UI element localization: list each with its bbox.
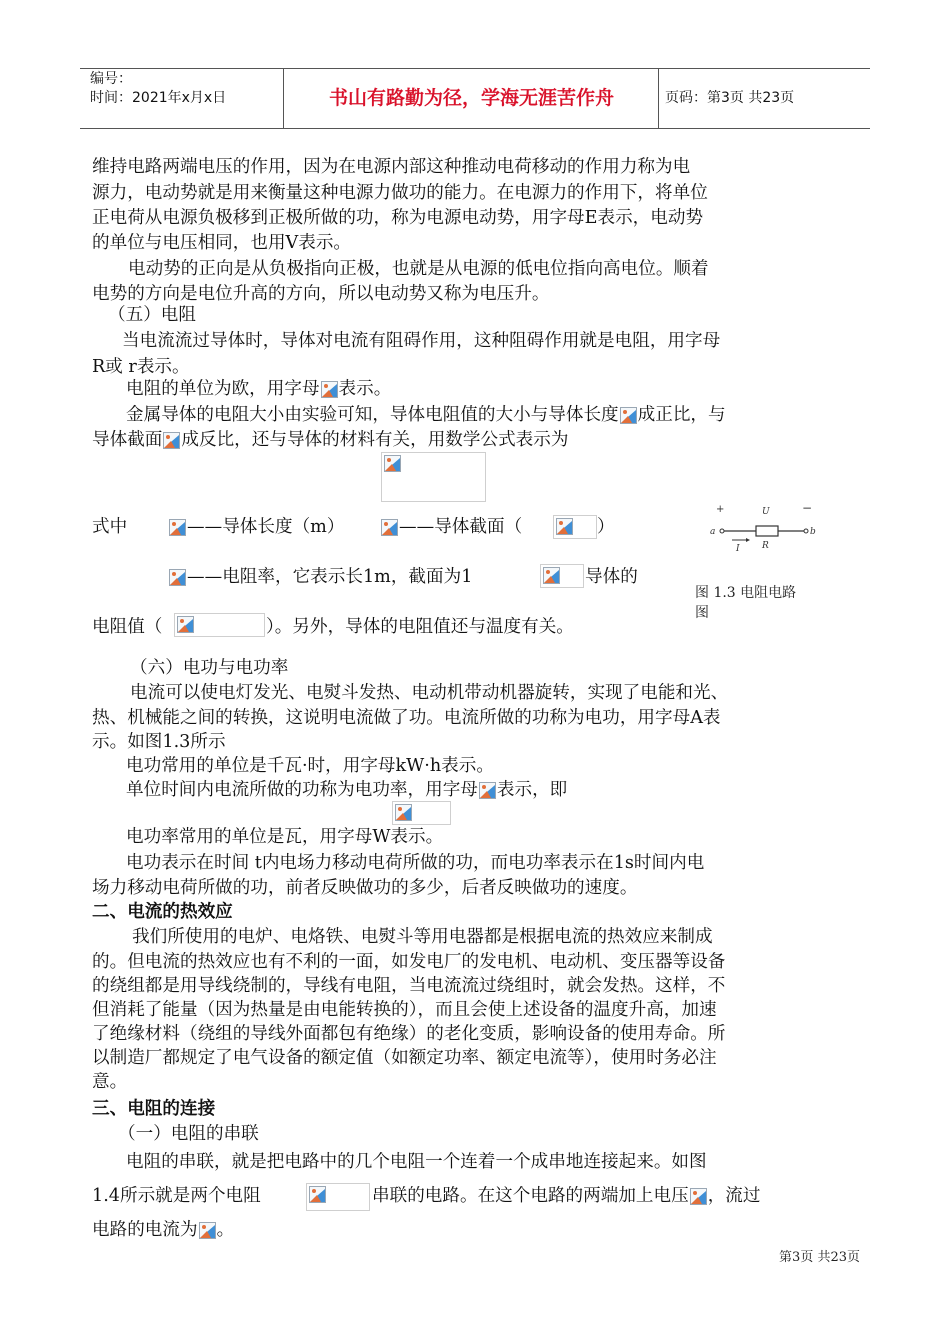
formula-image-icon <box>395 804 412 821</box>
text-line <box>380 515 522 539</box>
text-line: 以制造厂都规定了电气设备的额定值（如额定功率、额定电流等），使用时务必注 <box>92 1048 717 1068</box>
page-header <box>80 68 870 130</box>
resistor-symbol <box>756 526 778 536</box>
text-line: 示。如图1.3所示 <box>92 732 226 752</box>
text-fragment: ——导体长度（m） <box>187 517 345 537</box>
caption-line: 图 1.3 电阻电路 <box>695 585 797 601</box>
text-fragment: 单位时间内电流所做的功称为电功率，用字母 <box>126 780 478 800</box>
plus-sign: + <box>716 504 725 515</box>
text-line <box>92 1218 234 1242</box>
formula-image-icon <box>384 455 401 472</box>
section-title: 三、电阻的连接 <box>92 1099 216 1119</box>
text-fragment: 电阻值（ <box>92 617 163 637</box>
terminal-a <box>720 529 724 533</box>
text-fragment: 电路的电流为 <box>92 1220 198 1240</box>
formula-image-icon <box>309 1186 326 1203</box>
text-line: 源力，电动势就是用来衡量这种电源力做功的能力。在电源力的作用下，将单位 <box>92 183 708 203</box>
text-line <box>372 1184 761 1208</box>
formula-placeholder <box>553 515 597 539</box>
text-fragment: 表示，即 <box>496 780 568 800</box>
header-divider-left <box>283 68 284 128</box>
caption-line: 图 <box>695 605 709 621</box>
formula-image-icon <box>177 616 194 633</box>
formula-image-icon <box>543 567 560 584</box>
formula-image-icon <box>690 1188 707 1205</box>
text-fragment: ）。另外，导体的电阻值还与温度有关。 <box>266 617 574 637</box>
formula-image-icon <box>556 518 573 535</box>
figure-caption <box>695 583 796 623</box>
formula-image-icon <box>321 381 338 398</box>
text-fragment: 导体的 <box>585 567 638 587</box>
text-fragment: ，流过 <box>707 1186 761 1206</box>
text-line: R或 r表示。 <box>92 357 190 377</box>
text-line <box>126 377 391 401</box>
text-line: 意。 <box>92 1072 128 1092</box>
formula-image-icon <box>479 782 496 799</box>
text-line <box>168 515 344 539</box>
formula-placeholder <box>392 801 451 825</box>
text-line: 热、机械能之间的转换，这说明电流做了功。电流所做的功称为电功，用字母A表 <box>92 708 721 728</box>
text-line: 的单位与电压相同，也用V表示。 <box>92 233 352 253</box>
text-line: 我们所使用的电炉、电烙铁、电熨斗等用电器都是根据电流的热效应来制成 <box>132 927 713 947</box>
text-line: 电功常用的单位是千瓦·时，用字母kW·h表示。 <box>126 756 494 776</box>
node-a-label: a <box>710 527 716 537</box>
text-line: 电功率常用的单位是瓦，用字母W表示。 <box>126 827 444 847</box>
text-fragment: 串联的电路。在这个电路的两端加上电压 <box>372 1186 689 1206</box>
text-line <box>126 778 567 802</box>
text-line: 正电荷从电源负极移到正极所做的功，称为电源电动势，用字母E表示，电动势 <box>92 208 704 228</box>
text-line <box>92 428 568 452</box>
text-fragment: 成反比，还与导体的材料有关，用数学公式表示为 <box>181 430 569 450</box>
text-line: 电流可以使电灯发光、电熨斗发热、电动机带动机器旋转，实现了电能和光、 <box>130 683 729 703</box>
section-title: 二、电流的热效应 <box>92 902 233 922</box>
text-line <box>126 403 726 427</box>
text-line: 式中 <box>92 517 128 537</box>
text-line: 但消耗了能量（因为热量是由电能转换的），而且会使上述设备的温度升高，加速 <box>92 1000 717 1020</box>
text-line: 了绝缘材料（绕组的导线外面都包有绝缘）的老化变质，影响设备的使用寿命。所 <box>92 1024 726 1044</box>
current-arrow-head <box>746 538 750 542</box>
resistor-circuit-figure <box>700 502 830 554</box>
header-meta <box>90 70 226 108</box>
text-line: 电功表示在时间 t内电场力移动电荷所做的功，而电功率表示在1s时间内电 <box>126 853 705 873</box>
text-fragment: ——导体截面（ <box>399 517 523 537</box>
voltage-label: U <box>762 507 770 517</box>
formula-image-icon <box>381 519 398 536</box>
text-line: 的绕组都是用导线绕制的，导线有电阻，当电流流过绕组时，就会发热。这样，不 <box>92 976 726 996</box>
text-fragment: ） <box>597 517 615 537</box>
formula-image-icon <box>169 569 186 586</box>
text-line <box>168 565 472 589</box>
node-b-label: b <box>810 527 816 537</box>
text-line: 电势的方向是电位升高的方向，所以电动势又称为电压升。 <box>92 284 550 304</box>
formula-placeholder <box>306 1183 370 1211</box>
text-line: 电阻的串联，就是把电路中的几个电阻一个连着一个成串地连接起来。如图 <box>126 1152 707 1172</box>
current-label: I <box>736 544 740 554</box>
text-line: 维持电路两端电压的作用，因为在电源内部这种推动电荷移动的作用力称为电 <box>92 157 691 177</box>
text-fragment: ——电阻率，它表示长1m，截面为1 <box>187 567 473 587</box>
text-fragment: 金属导体的电阻大小由实验可知，导体电阻值的大小与导体长度 <box>126 405 619 425</box>
header-divider-right <box>658 68 659 128</box>
text-fragment: 电阻的单位为欧，用字母 <box>126 379 320 399</box>
formula-placeholder <box>540 564 584 588</box>
resistor-label: R <box>762 541 769 551</box>
section-heading: （五）电阻 <box>108 305 196 325</box>
section-heading: （六）电功与电功率 <box>130 658 289 678</box>
text-fragment: 1.4所示就是两个电阻 <box>92 1186 261 1206</box>
formula-image-icon <box>169 519 186 536</box>
serial-label: 编号： <box>90 71 132 87</box>
date-label: 时间：2021年x月x日 <box>90 90 227 106</box>
header-motto: 书山有路勤为径，学海无涯苦作舟 <box>328 87 614 109</box>
terminal-b <box>804 529 808 533</box>
formula-image-icon <box>163 432 180 449</box>
minus-sign: − <box>802 502 813 515</box>
text-line: 场力移动电荷所做的功，前者反映做功的多少，后者反映做功的速度。 <box>92 878 638 898</box>
formula-image-icon <box>199 1222 216 1239</box>
text-line: 电动势的正向是从负极指向正极，也就是从电源的低电位指向高电位。顺着 <box>128 259 709 279</box>
formula-image-icon <box>620 407 637 424</box>
header-bottom-rule <box>80 128 870 129</box>
text-line: 当电流流过导体时，导体对电流有阻碍作用，这种阻碍作用就是电阻，用字母 <box>122 331 721 351</box>
header-page-label: 页码：第3页 共23页 <box>665 90 795 106</box>
section-heading: （一）电阻的串联 <box>118 1124 259 1144</box>
page-footer: 第3页 共23页 <box>779 1250 860 1265</box>
formula-placeholder <box>381 452 486 502</box>
text-fragment: 表示。 <box>338 379 392 399</box>
text-line: 的。但电流的热效应也有不利的一面，如发电厂的发电机、电动机、变压器等设备 <box>92 952 726 972</box>
text-fragment: 。 <box>216 1220 235 1240</box>
text-fragment: 成正比，与 <box>637 405 726 425</box>
formula-placeholder <box>174 613 265 637</box>
text-fragment: 导体截面 <box>92 430 163 450</box>
